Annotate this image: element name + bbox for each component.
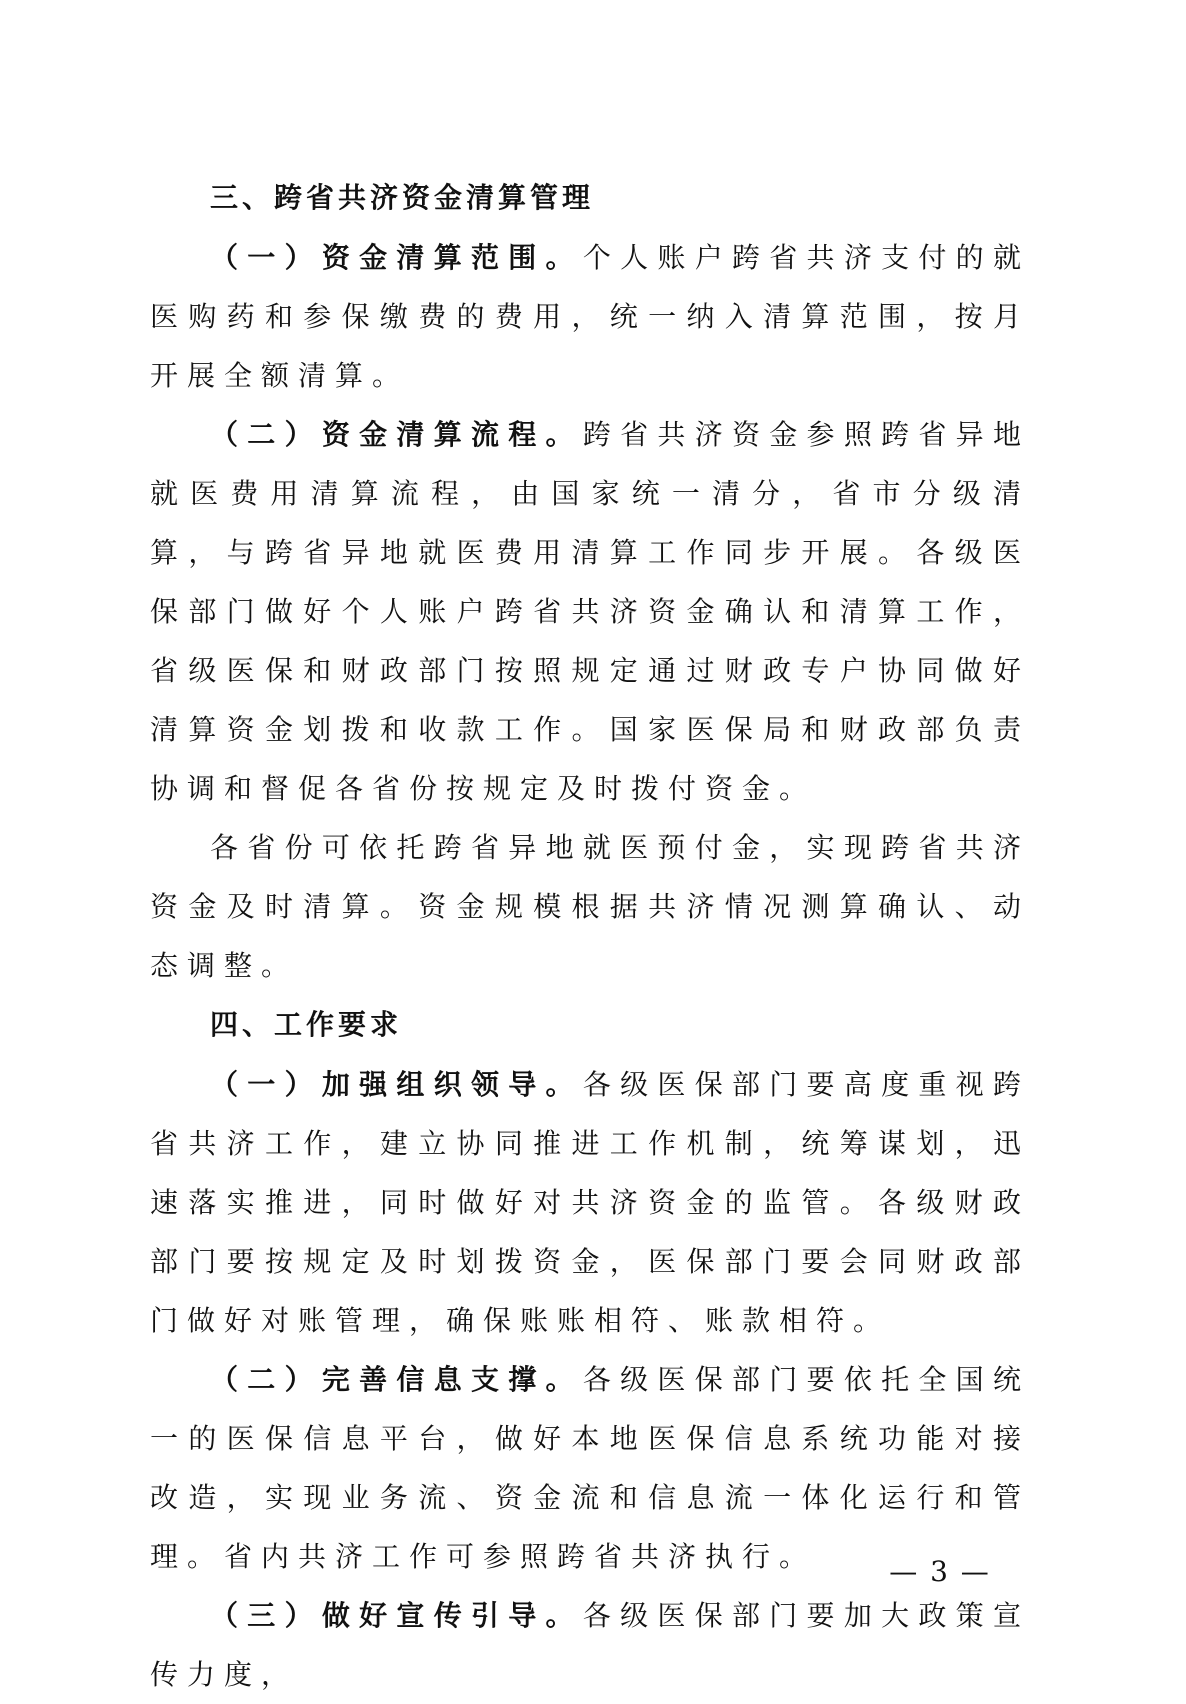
page-number: — 3 — (889, 1555, 991, 1588)
paragraph-information-support (150, 1350, 1030, 1586)
paragraph-lead: （三）做好宣传引导。 (210, 1599, 583, 1632)
section-heading-3: 三、跨省共济资金清算管理 (210, 181, 595, 214)
section-heading-4: 四、工作要求 (210, 1008, 403, 1041)
document-body (150, 168, 1030, 1704)
paragraph-lead: （二）资金清算流程。 (210, 418, 583, 451)
paragraph-text: 各级医保部门要高度重视跨省共济工作，建立协同推进工作机制，统筹谋划，迅速落实推进，同时做好对共济资金的监管。各级财政部门要按规定及时划拨资金，医保部门要会同财政部门做好对账管理，确保账账相符、账款相符。 (150, 1068, 1030, 1337)
paragraph-text: 各省份可依托跨省异地就医预付金，实现跨省共济资金及时清算。资金规模根据共济情况测算确认、动态调整。 (150, 831, 1030, 982)
paragraph-fund-scope (150, 228, 1030, 405)
paragraph-lead: （二）完善信息支撑。 (210, 1363, 583, 1396)
paragraph-publicity (150, 1586, 1030, 1704)
paragraph-lead: （一）资金清算范围。 (210, 241, 583, 274)
paragraph-text: 各级医保部门要加大政策宣传力度， (150, 1599, 1030, 1691)
paragraph-clearing-process (150, 405, 1030, 818)
paragraph-prepayment (150, 818, 1030, 995)
paragraph-text: 跨省共济资金参照跨省异地就医费用清算流程，由国家统一清分，省市分级清算，与跨省异地就医费用清算工作同步开展。各级医保部门做好个人账户跨省共济资金确认和清算工作，省级医保和财政部门按照规定通过财政专户协同做好清算资金划拨和收款工作。国家医保局和财政部负责协调和督促各省份按规定及时拨付资金。 (150, 418, 1030, 805)
paragraph-text: 各级医保部门要依托全国统一的医保信息平台，做好本地医保信息系统功能对接改造，实现业务流、资金流和信息流一体化运行和管理。省内共济工作可参照跨省共济执行。 (150, 1363, 1030, 1573)
paragraph-text: 个人账户跨省共济支付的就医购药和参保缴费的费用，统一纳入清算范围，按月开展全额清算。 (150, 241, 1030, 392)
paragraph-lead: （一）加强组织领导。 (210, 1068, 583, 1101)
paragraph-organization (150, 1055, 1030, 1350)
